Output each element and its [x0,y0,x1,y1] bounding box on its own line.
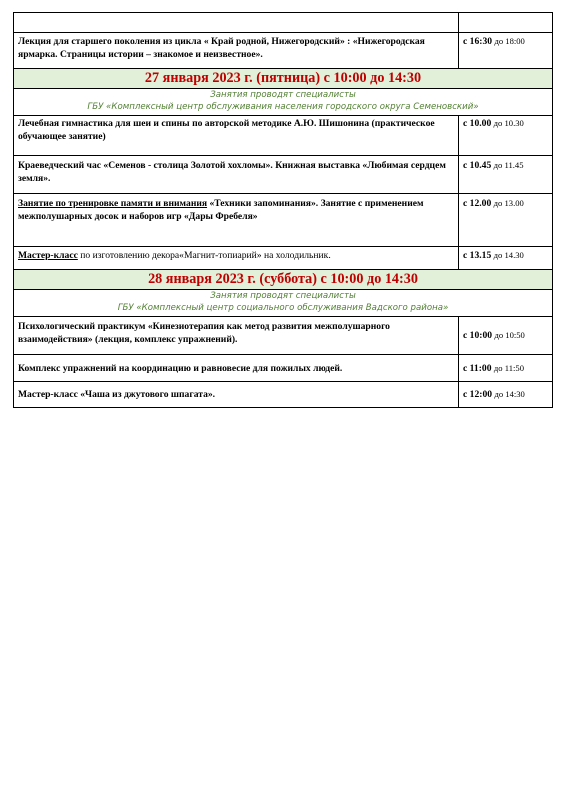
table-row [14,194,553,247]
organizer-row [14,290,553,317]
event-cell [14,194,459,247]
table-row [14,382,553,408]
event-cell [14,247,459,270]
event-cell [14,156,459,194]
time-cell [459,156,553,194]
event-text: Мастер-класс «Чаша из джутового шпагата». [18,389,216,400]
schedule-table [13,12,553,408]
time-from: с 11:00 [463,362,492,374]
event-text: Лекция для старшего поколения из цикла « Край родной, Нижегородский» : «Нижегородская ярмарка. Страницы истории – знакомое и неизвестное». [18,36,425,60]
time-from: с 13.15 [463,250,492,261]
table-row [14,156,553,194]
time-from: с 10.45 [463,160,492,171]
table-row [14,247,553,270]
organizer-line-1: Занятия проводят специалисты [210,90,356,100]
time-to: до 14:30 [494,389,525,399]
date-heading: 28 января 2023 г. (суббота) с 10:00 до 14:30 [14,270,553,290]
time-cell [459,13,553,33]
event-text: Комплекс упражнений на координацию и равновесие для пожилых людей. [18,362,343,374]
event-cell [14,33,459,69]
event-cell [14,382,459,408]
event-cell [14,116,459,156]
table-row [14,355,553,382]
date-heading: 27 января 2023 г. (пятница) с 10:00 до 14:30 [14,69,553,89]
organizer-row [14,89,553,116]
time-cell [459,382,553,408]
event-text: по изготовлению декора«Магнит-топиарий» на холодильник. [80,250,331,261]
organizer-line-1: Занятия проводят специалисты [210,291,356,301]
time-to: до 14.30 [493,250,524,260]
event-text-underlined: Мастер-класс [18,250,78,261]
time-from: с 10.00 [463,118,492,129]
time-from: с 16:30 [463,36,493,47]
table-row [14,116,553,156]
event-text-underlined: Занятие по тренировке памяти и внимания [18,198,208,209]
table-row [14,33,553,69]
event-text: «Техники запоминания». Занятие с применением межполушарных досок и наборов игр «Дары Фребеля» [18,198,424,222]
date-row [14,69,553,89]
time-to: до 18:00 [494,36,525,46]
time-to: до 11.45 [493,160,524,170]
event-text: Лечебная гимнастика для шеи и спины по авторской методике А.Ю. Шишонина (практическое обучающее занятие) [18,118,435,142]
time-cell [459,355,553,382]
time-cell [459,116,553,156]
event-cell [14,355,459,382]
event-cell [14,317,459,355]
time-cell [459,317,553,355]
time-cell [459,33,553,69]
time-from: с 10:00 [463,330,493,341]
empty-row [14,13,553,33]
organizer-cell [14,89,553,116]
organizer-line-2: ГБУ «Комплексный центр обслуживания населения городского округа Семеновский» [87,101,479,112]
time-to: до 10:50 [494,330,525,340]
time-cell [459,194,553,247]
time-to: до 13.00 [493,198,524,208]
table-row [14,317,553,355]
time-from: с 12:00 [463,389,493,400]
event-text: Краеведческий час «Семенов - столица Золотой хохломы». Книжная выставка «Любимая сердцем земля». [18,160,446,184]
organizer-cell [14,290,553,317]
time-to: до 11:50 [493,362,524,373]
time-from: с 12.00 [463,198,492,209]
organizer-line-2: ГБУ «Комплексный центр социального обслуживания Вадского района» [117,302,449,313]
event-cell [14,13,459,33]
event-text: Психологический практикум «Кинезиотерапия как метод развития межполушарного взаимодействия» (лекция, комплекс упражнений). [18,321,390,345]
time-to: до 10.30 [493,118,524,128]
date-row [14,270,553,290]
time-cell [459,247,553,270]
